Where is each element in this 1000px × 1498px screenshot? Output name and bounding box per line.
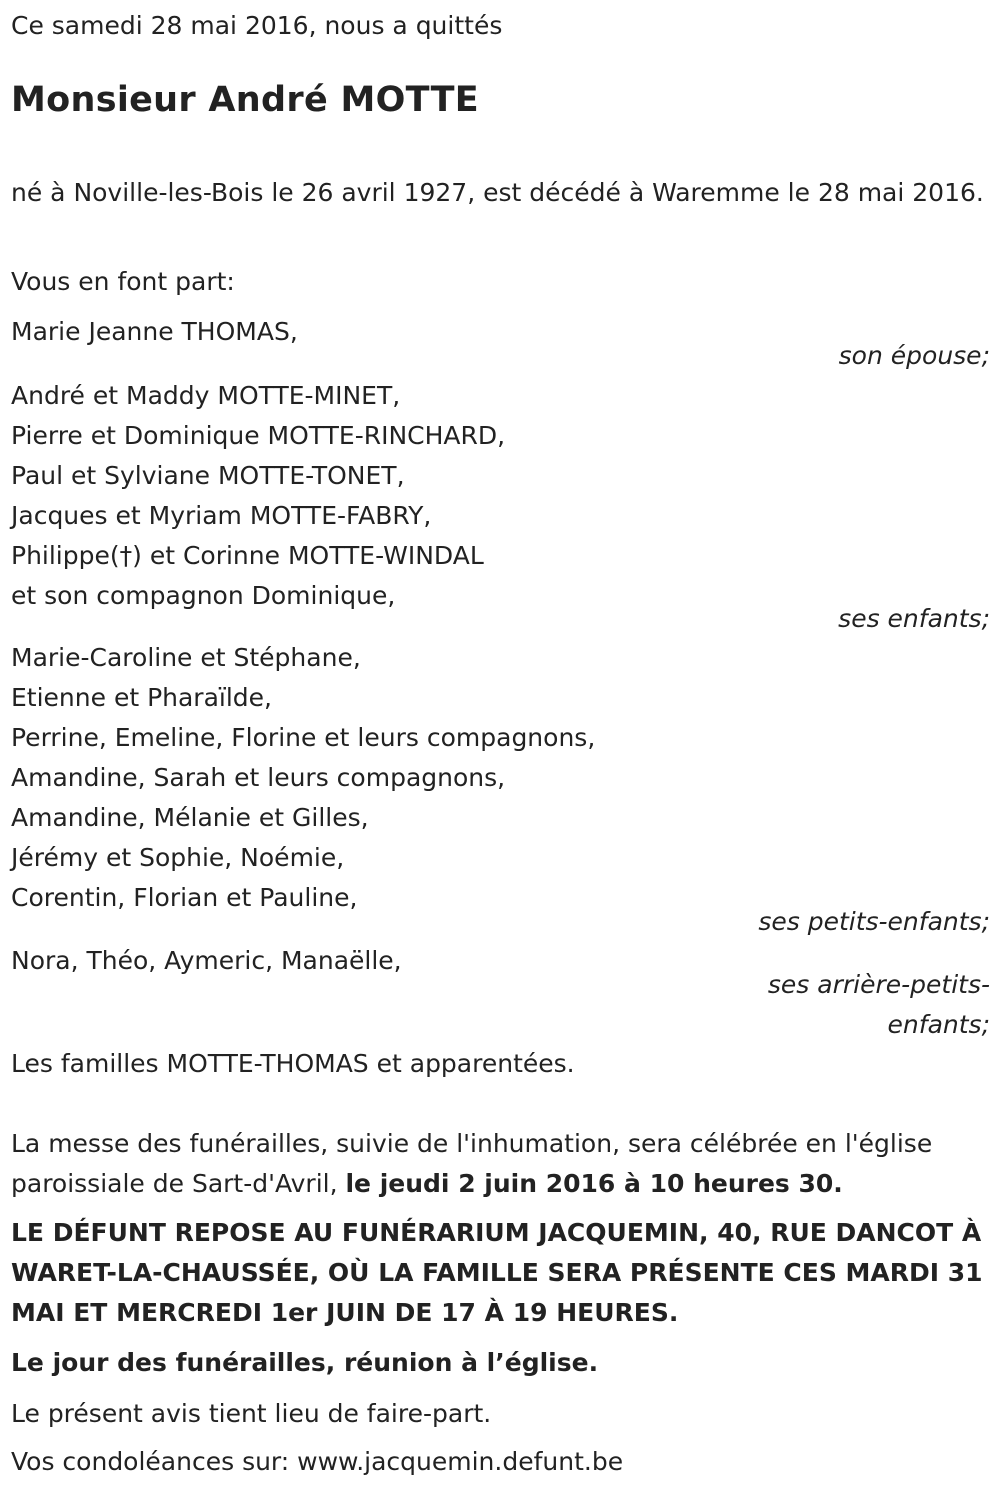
grandchild-line: Jérémy et Sophie, Noémie, (11, 843, 345, 872)
grandchild-line: Amandine, Sarah et leurs compagnons, (11, 763, 506, 792)
grandchildren-role: ses petits-enfants; (758, 907, 990, 936)
condolences-line: Vos condoléances sur: www.jacquemin.defunt.be (11, 1447, 624, 1476)
child-line: Paul et Sylviane MOTTE-TONET, (11, 461, 405, 490)
funeral-paragraph (11, 1124, 986, 1204)
great-grandchildren-role-line1: ses arrière-petits- (767, 970, 990, 999)
grandchild-line: Corentin, Florian et Pauline, (11, 883, 358, 912)
child-line: Pierre et Dominique MOTTE-RINCHARD, (11, 421, 506, 450)
intro-line: Ce samedi 28 mai 2016, nous a quittés (11, 11, 503, 40)
meeting-line: Le jour des funérailles, réunion à l’église. (11, 1348, 599, 1377)
grandchild-line: Marie-Caroline et Stéphane, (11, 643, 361, 672)
families-line: Les familles MOTTE-THOMAS et apparentées. (11, 1049, 575, 1078)
children-role: ses enfants; (838, 604, 990, 633)
child-line: Jacques et Myriam MOTTE-FABRY, (11, 501, 432, 530)
birth-death-text: né à Noville-les-Bois le 26 avril 1927, est décédé à Waremme le 28 mai 2016. (11, 178, 984, 207)
announce-line: Vous en font part: (11, 267, 235, 296)
spouse-role: son épouse; (838, 341, 990, 370)
child-line: André et Maddy MOTTE-MINET, (11, 381, 401, 410)
funeral-date: le jeudi 2 juin 2016 à 10 heures 30. (345, 1169, 843, 1198)
child-line: et son compagnon Dominique, (11, 581, 396, 610)
funeral-text: La messe des funérailles, suivie de l'inhumation, sera célébrée en l'église paroissiale de Sart-d'Avril, (11, 1129, 933, 1198)
grandchild-line: Etienne et Pharaïlde, (11, 683, 272, 712)
repose-notice: LE DÉFUNT REPOSE AU FUNÉRARIUM JACQUEMIN, 40, RUE DANCOT À WARET-LA-CHAUSSÉE, OÙ LA FAMILLE SERA PRÉSENTE CES MARDI 31 MAI ET MERCREDI 1er JUIN DE 17 À 19 HEURES. (11, 1218, 983, 1327)
great-grandchildren-role-line2: enfants; (887, 1010, 990, 1039)
great-grandchild-line: Nora, Théo, Aymeric, Manaëlle, (11, 946, 402, 975)
child-line: Philippe(†) et Corinne MOTTE-WINDAL (11, 541, 484, 570)
grandchild-line: Perrine, Emeline, Florine et leurs compagnons, (11, 723, 596, 752)
grandchild-line: Amandine, Mélanie et Gilles, (11, 803, 369, 832)
spouse-name: Marie Jeanne THOMAS, (11, 317, 298, 346)
notice-line: Le présent avis tient lieu de faire-part. (11, 1399, 492, 1428)
deceased-name: Monsieur André MOTTE (11, 80, 480, 120)
